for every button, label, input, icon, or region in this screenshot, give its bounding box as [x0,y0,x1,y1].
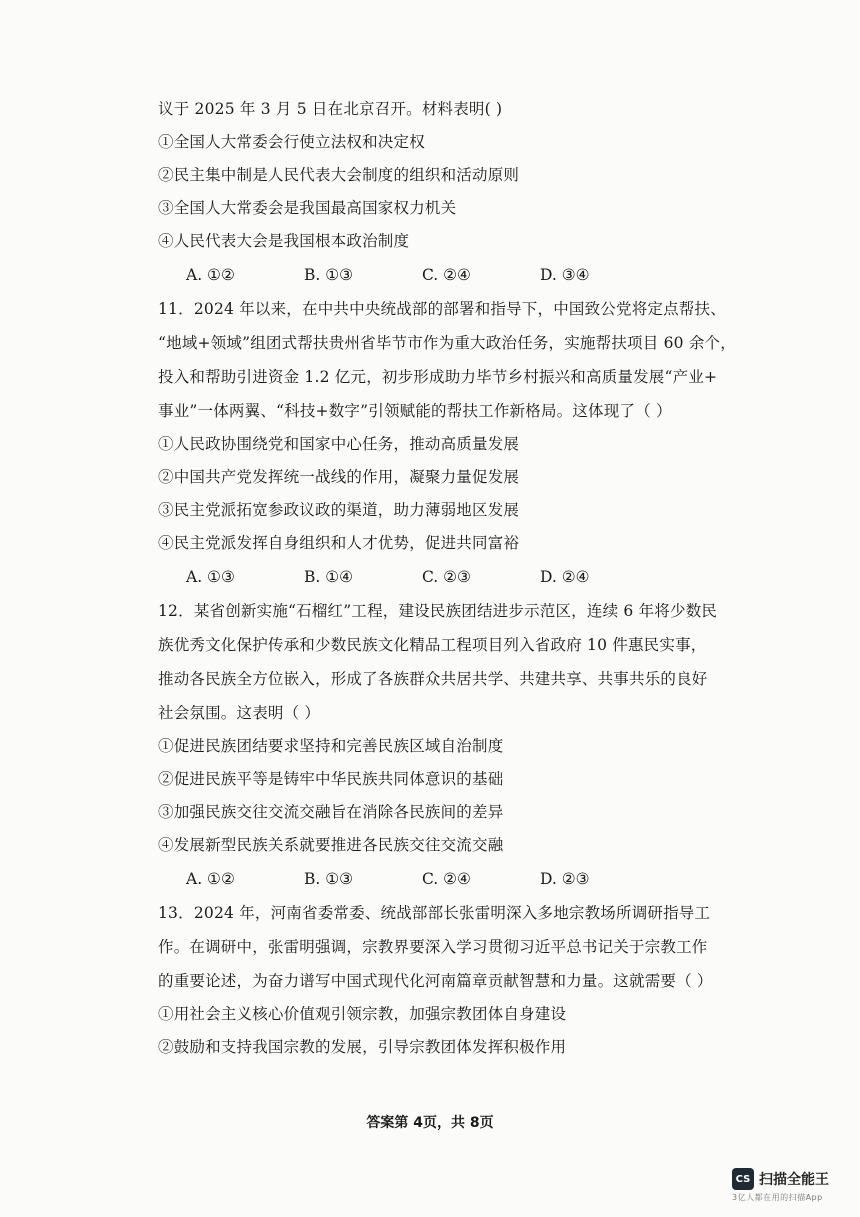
choice-c: C. ②④ [422,870,471,888]
scanner-watermark [732,1168,842,1203]
choice-b: B. ①③ [304,870,354,888]
option-item-2: ②中国共产党发挥统一战线的作用，凝聚力量促发展 [158,468,520,486]
question-stem-line: 议于 2025 年 3 月 5 日在北京召开。材料表明( ) [158,100,503,118]
option-item-2: ②民主集中制是人民代表大会制度的组织和活动原则 [158,166,520,184]
option-item-1: ①全国人大常委会行使立法权和决定权 [158,133,425,151]
question-stem-line: 作。在调研中，张雷明强调，宗教界要深入学习贯彻习近平总书记关于宗教工作 [158,938,708,956]
question-stem-line: 的重要论述，为奋力谱写中国式现代化河南篇章贡献智慧和力量。这就需要（ ） [158,972,713,990]
question-stem-line: 11．2024 年以来，在中共中央统战部的部署和指导下，中国致公党将定点帮扶、 [158,300,726,318]
choice-a: A. ①③ [186,568,235,586]
watermark-tagline: 3亿人都在用的扫描App [732,1193,823,1202]
question-stem-line: 事业”一体两翼、“科技+数字”引领赋能的帮扶工作新格局。这体现了（ ） [158,402,672,420]
option-item-2: ②鼓励和支持我国宗教的发展，引导宗教团体发挥积极作用 [158,1038,567,1056]
question-10 [158,92,718,292]
question-stem-line: 13．2024 年，河南省委常委、统战部部长张雷明深入多地宗教场所调研指导工 [158,904,711,922]
option-item-4: ④发展新型民族关系就要推进各民族交往交流交融 [158,836,504,854]
option-item-3: ③民主党派拓宽参政议政的渠道，助力薄弱地区发展 [158,501,520,519]
choice-a: A. ①② [186,266,235,284]
question-stem-line: 族优秀文化保护传承和少数民族文化精品工程项目列入省政府 10 件惠民实事， [158,636,707,654]
answer-choices [158,258,718,292]
choice-d: D. ②③ [540,870,590,888]
watermark-brand: 扫描全能王 [759,1172,829,1188]
camscanner-logo-icon: CS [732,1168,754,1190]
option-item-3: ③加强民族交往交流交融旨在消除各民族间的差异 [158,803,504,821]
question-stem-line: 推动各民族全方位嵌入，形成了各族群众共居共学、共建共享、共事共乐的良好 [158,670,708,688]
question-stem-line: 社会氛围。这表明（ ） [158,704,321,722]
exam-content [158,92,736,1064]
choice-d: D. ②④ [540,568,590,586]
question-12 [158,594,718,896]
question-stem-line: “地域+领域”组团式帮扶贵州省毕节市作为重大政治任务，实施帮扶项目 60 余个， [158,334,736,352]
choice-d: D. ③④ [540,266,590,284]
option-item-1: ①用社会主义核心价值观引领宗教，加强宗教团体自身建设 [158,1005,567,1023]
choice-b: B. ①④ [304,568,354,586]
question-stem-line: 12．某省创新实施“石榴红”工程，建设民族团结进步示范区，连续 6 年将少数民 [158,602,718,620]
option-item-2: ②促进民族平等是铸牢中华民族共同体意识的基础 [158,770,504,788]
choice-c: C. ②③ [422,568,471,586]
page-footer: 答案第 4页，共 8页 [366,1115,494,1131]
question-stem-line: 投入和帮助引进资金 1.2 亿元，初步形成助力毕节乡村振兴和高质量发展“产业+ [158,368,718,386]
option-item-4: ④民主党派发挥自身组织和人才优势，促进共同富裕 [158,534,520,552]
answer-choices [158,560,718,594]
option-item-3: ③全国人大常委会是我国最高国家权力机关 [158,199,457,217]
choice-b: B. ①③ [304,266,354,284]
question-13 [158,896,718,1064]
option-item-1: ①促进民族团结要求坚持和完善民族区域自治制度 [158,737,504,755]
question-11 [158,292,736,594]
choice-c: C. ②④ [422,266,471,284]
option-item-4: ④人民代表大会是我国根本政治制度 [158,232,410,250]
option-item-1: ①人民政协围绕党和国家中心任务，推动高质量发展 [158,435,520,453]
choice-a: A. ①② [186,870,235,888]
answer-choices [158,862,718,896]
